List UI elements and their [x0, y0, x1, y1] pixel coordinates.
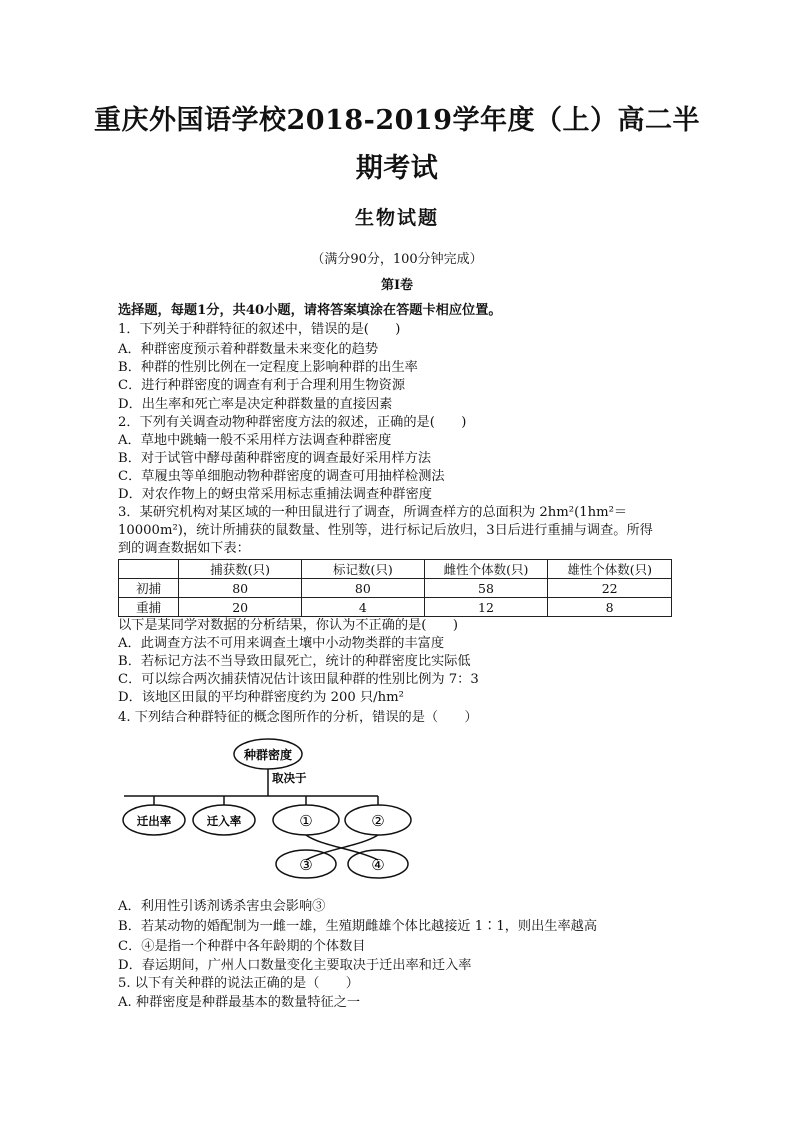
- q2-option-b: B．对于试管中酵母菌种群密度的调查最好采用样方法: [118, 451, 432, 466]
- table-header-cell: 标记数(只): [302, 560, 425, 579]
- table-row: [119, 598, 672, 617]
- q2-stem: 2．下列有关调查动物种群密度方法的叙述，正确的是( ): [118, 415, 467, 430]
- q4-option-b: B．若某动物的婚配制为一雌一雄，生殖期雌雄个体比越接近 1∶1，则出生率越高: [118, 919, 598, 934]
- q3-option-d: D．该地区田鼠的平均种群密度约为 200 只/hm²: [118, 690, 404, 705]
- table-header-row: [119, 560, 672, 579]
- table-header-cell: 雌性个体数(只): [424, 560, 548, 579]
- subject-title: 生物试题: [354, 207, 439, 229]
- diagram-immigration-label: 迁入率: [206, 814, 242, 828]
- table-row: [119, 579, 672, 598]
- diagram-emigration-label: 迁出率: [136, 814, 172, 828]
- q1-option-b: B．种群的性别比例在一定程度上影响种群的出生率: [118, 360, 418, 375]
- table-cell: 重捕: [119, 598, 179, 617]
- q3-stem-line2: 10000m²)，统计所捕获的鼠数量、性别等，进行标记后放归，3日后进行重捕与调查。所得: [118, 523, 653, 538]
- diagram-node-1-label: ①: [299, 812, 313, 830]
- table-cell: 12: [424, 598, 548, 617]
- table-cell: 80: [179, 579, 302, 598]
- exam-title-line1: 重庆外国语学校2018-2019学年度（上）高二半: [94, 105, 700, 136]
- table-header-cell: 捕获数(只): [179, 560, 302, 579]
- table-cell: 8: [548, 598, 672, 617]
- table-header-cell: 雄性个体数(只): [548, 560, 672, 579]
- q2-option-c: C．草履虫等单细胞动物种群密度的调查可用抽样检测法: [118, 469, 445, 484]
- score-time-note: （满分90分，100分钟完成）: [311, 252, 483, 267]
- volume-label: 第Ⅰ卷: [380, 278, 414, 293]
- q4-option-d: D．春运期间，广州人口数量变化主要取决于迁出率和迁入率: [118, 958, 472, 973]
- diagram-top-label: 种群密度: [243, 748, 293, 762]
- q3-option-b: B．若标记方法不当导致田鼠死亡，统计的种群密度比实际低: [118, 654, 471, 669]
- q3-option-a: A．此调查方法不可用来调查土壤中小动物类群的丰富度: [118, 636, 445, 651]
- q3-data-table: [118, 559, 672, 617]
- table-cell: 80: [302, 579, 425, 598]
- table-cell: 初捕: [119, 579, 179, 598]
- section-instructions: 选择题，每题1分，共40小题，请将答案填涂在答题卡相应位置。: [118, 303, 502, 318]
- q2-option-d: D．对农作物上的蚜虫常采用标志重捕法调查种群密度: [118, 487, 432, 502]
- diagram-node-2-label: ②: [371, 812, 385, 830]
- exam-title-line2: 期考试: [355, 153, 439, 184]
- q1-option-d: D．出生率和死亡率是决定种群数量的直接因素: [118, 397, 393, 412]
- q4-option-a: A．利用性引诱剂诱杀害虫会影响③: [118, 899, 326, 914]
- q3-follow: 以下是某同学对数据的分析结果，你认为不正确的是( ): [118, 618, 458, 633]
- diagram-relation-label: 取决于: [272, 771, 307, 785]
- diagram-node-4-label: ④: [371, 856, 385, 874]
- table-cell: 20: [179, 598, 302, 617]
- q1-option-c: C．进行种群密度的调查有利于合理利用生物资源: [118, 378, 406, 393]
- q3-option-c: C．可以综合两次捕获情况估计该田鼠种群的性别比例为 7：3: [118, 672, 479, 687]
- table-cell: 4: [302, 598, 425, 617]
- q5-option-a: A. 种群密度是种群最基本的数量特征之一: [118, 995, 361, 1010]
- q3-stem-line3: 到的调查数据如下表：: [118, 541, 250, 556]
- q3-stem-line1: 3．某研究机构对某区域的一种田鼠进行了调查，所调查样方的总面积为 2hm²(1hm²＝: [118, 505, 628, 520]
- table-cell: 58: [424, 579, 548, 598]
- q2-option-a: A．草地中跳蝻一般不采用样方法调查种群密度: [118, 433, 392, 448]
- q1-option-a: A．种群密度预示着种群数量未来变化的趋势: [118, 342, 379, 357]
- q4-stem: 4. 下列结合种群特征的概念图所作的分析，错误的是（ ）: [118, 710, 478, 725]
- table-header-cell: [119, 560, 179, 579]
- diagram-node-3-label: ③: [299, 856, 313, 874]
- q5-stem: 5. 以下有关种群的说法正确的是（ ）: [118, 976, 359, 991]
- table-cell: 22: [548, 579, 672, 598]
- concept-diagram: [116, 736, 416, 882]
- q1-stem: 1．下列关于种群特征的叙述中，错误的是( ): [118, 322, 401, 337]
- q4-option-c: C．④是指一个种群中各年龄期的个体数目: [118, 939, 366, 954]
